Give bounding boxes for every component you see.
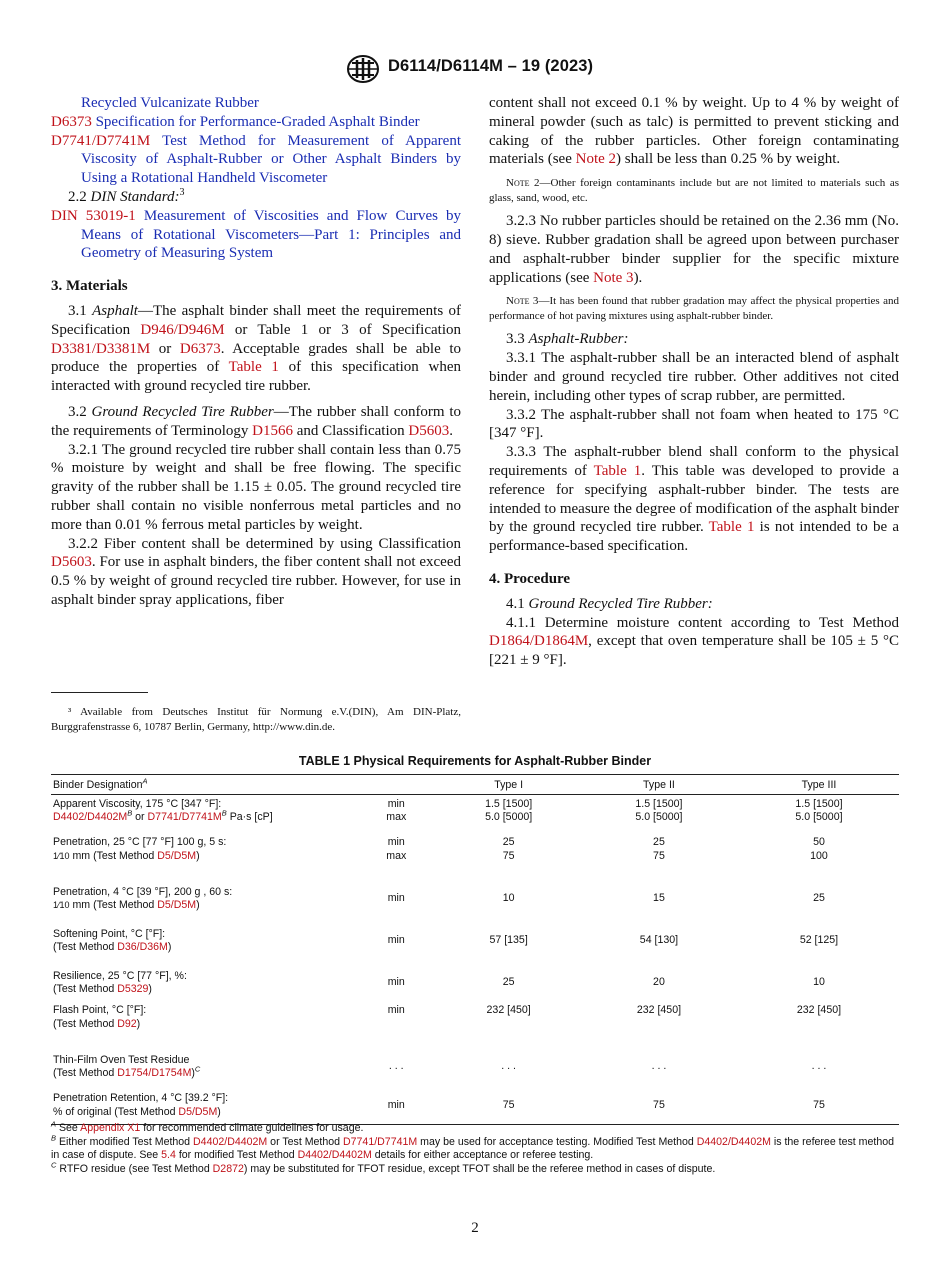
ref-din-title[interactable]: Measurement of Viscosities and Flow Curves by Means of Rotational Viscometers—Part 1: Principles and Geometry of Measuring System — [81, 207, 462, 262]
col-header-type-2: Type II — [579, 775, 739, 795]
table-footnotes — [51, 1119, 899, 1176]
ref-din — [51, 207, 461, 263]
ref-continuation: Recycled Vulcanizate Rubber — [81, 95, 259, 111]
link-d36[interactable]: D36/D36M — [117, 941, 168, 954]
ref-d6373 — [51, 113, 461, 132]
table-footnote-b: $^B$ Either modified Test Method D4402/D4402M or Test Method D7741/D7741M may be used for acceptance testing. Modified Test Method D4402/D4402M is the referee test method in case of dispute. See 5.4 for modified Test Method D4402/D4402M details for either acceptance or referee testing. — [51, 1133, 895, 1162]
ref-d7741-code[interactable]: D7741/D7741M — [51, 132, 151, 149]
para-continuation: content shall not exceed 0.1 % by weight. Up to 4 % by weight of mineral powder (such as talc) is permitted to prevent sticking and caking of the rubber particles. Other foreign contaminating materials (see Note 2) shall be less than 0.25 % by weight. — [489, 95, 899, 168]
col-header-type-1: Type I — [438, 775, 579, 795]
section-3-heading: 3. Materials — [51, 278, 128, 295]
link-d5329[interactable]: D5329 — [117, 983, 149, 996]
link-d4402-fn3[interactable]: D4402/D4402M — [297, 1149, 372, 1162]
section-2-2: 2.2 DIN Standard:$^3$ — [68, 186, 185, 205]
link-appendix-x1[interactable]: Appendix X1 — [80, 1122, 141, 1134]
link-d5603-b[interactable]: D5603 — [51, 554, 92, 571]
ref-d7741 — [51, 132, 461, 188]
col-header-designation: Binder Designation$^A$ — [51, 775, 354, 795]
table-header-row — [51, 775, 899, 795]
link-d7741-fn[interactable]: D7741/D7741M — [343, 1135, 418, 1148]
note-3: Note 3—It has been found that rubber gradation may affect the physical properties and performance of hot paving mixtures using asphalt-rubber binder. — [489, 295, 899, 322]
table-row: Penetration Retention, 4 °C [39.2 °F]: % of original (Test Method D5/D5M) min 75 75 75 — [51, 1088, 899, 1124]
requirements-table — [51, 774, 899, 1125]
para-3-3-1: 3.3.1 The asphalt-rubber shall be an interacted blend of asphalt binder and ground recycled tire rubber. Other additives not cited herein, including other types of scrap rubber, are permitted. — [489, 350, 899, 404]
ref-din-code[interactable]: DIN 53019-1 — [51, 207, 136, 224]
link-d4402-fn2[interactable]: D4402/D4402M — [696, 1135, 771, 1148]
link-d1864[interactable]: D1864/D1864M — [489, 633, 589, 650]
table-row: Flash Point, °C [°F]: (Test Method D92) min 232 [450] 232 [450] 232 [450] — [53, 1004, 842, 1030]
link-d1754[interactable]: D1754/D1754M — [117, 1067, 192, 1080]
table-row: Softening Point, °C [°F]: (Test Method D36/D36M) min 57 [135] 54 [130] 52 [125] — [53, 927, 839, 954]
para-3-2-2: 3.2.2 Fiber content shall be determined by using Classification D5603. For use in asphalt binders, the fiber content shall not exceed 0.5 % by weight of ground recycled tire rubber. However, for use in asphalt binder spray applications, fiber — [51, 535, 461, 608]
left-column — [51, 94, 461, 610]
astm-logo-icon — [346, 54, 380, 84]
table-title: TABLE 1 Physical Requirements for Asphalt-Rubber Binder — [298, 754, 652, 768]
section-4-heading: 4. Procedure — [489, 570, 571, 587]
link-table-1[interactable]: Table 1 — [228, 359, 279, 376]
para-3-1: 3.1 Asphalt—The asphalt binder shall meet the requirements of Specification D946/D946M or Table 1 or 3 of Specification D3381/D3381M or D6373. Acceptable grades shall be able to produce the properties of Table 1 of this specification when interacted with ground recycled tire rubber. — [51, 302, 462, 395]
table-row: Penetration, 4 °C [39 °F], 200 g , 60 s: 1⁄10 mm (Test Method D5/D5M) min 10 15 25 — [53, 885, 825, 912]
link-table-1-c[interactable]: Table 1 — [708, 519, 755, 536]
link-table-1-b[interactable]: Table 1 — [593, 462, 642, 479]
ref-d6373-title[interactable]: Specification for Performance-Graded Asphalt Binder — [95, 113, 420, 130]
link-note-3[interactable]: Note 3 — [593, 269, 634, 286]
para-3-2-1: 3.2.1 The ground recycled tire rubber shall contain less than 0.75 % moisture by weight and shall be free flowing. The specific gravity of the rubber shall be 1.15 ± 0.05. The ground recycled tire rubber shall contain no visible nonferrous metal particles and no more than 0.01 % ferrous metal particles by weight. — [51, 441, 461, 533]
link-d3381[interactable]: D3381/D3381M — [51, 340, 151, 357]
document-designation: D6114/D6114M – 19 (2023) — [388, 57, 594, 75]
link-d4402-fn1[interactable]: D4402/D4402M — [193, 1135, 268, 1148]
link-d1566[interactable]: D1566 — [252, 422, 293, 439]
footnote-3: ³ Available from Deutsches Institut für Normung e.V.(DIN), Am DIN-Platz, Burggrafenstrasse 6, 10787 Berlin, Germany, http://www.din.de. — [51, 706, 461, 733]
para-3-2: 3.2 Ground Recycled Tire Rubber—The rubber shall conform to the requirements of Terminology D1566 and Classification D5603. — [51, 403, 462, 439]
ref-d7741-title[interactable]: Test Method for Measurement of Apparent Viscosity of Asphalt-Rubber or Other Asphalt Binders by Using a Rotational Handheld Viscometer — [81, 132, 461, 187]
link-d4402[interactable]: D4402/D4402M — [53, 811, 128, 824]
link-d2872[interactable]: D2872 — [212, 1162, 244, 1175]
link-note-2[interactable]: Note 2 — [575, 151, 617, 168]
right-column — [489, 94, 899, 670]
link-section-5-4[interactable]: 5.4 — [161, 1149, 176, 1162]
table-footnote-a: $^A$ See Appendix X1 for recommended climate guidelines for usage. — [51, 1119, 364, 1134]
para-3-3-2: 3.3.2 The asphalt-rubber shall not foam when heated to 175 °C [347 °F]. — [489, 406, 899, 442]
col-header-type-3: Type III — [739, 775, 899, 795]
table-row: Penetration, 25 °C [77 °F] 100 g, 5 s: 1⁄10 mm (Test Method D5/D5M) min max 25 75 25 75 50 100 — [53, 836, 828, 862]
footnote-rule — [51, 692, 148, 693]
table-row: Thin-Film Oven Test Residue (Test Method D1754/D1754M)$^C$ . . . . . . . . . . . . — [53, 1053, 827, 1080]
section-3-3: 3.3 Asphalt-Rubber: — [506, 331, 629, 348]
link-d5[interactable]: D5/D5M — [157, 849, 197, 862]
link-d7741-t[interactable]: D7741/D7741M — [147, 811, 222, 824]
page-header — [0, 54, 950, 84]
table-row: Resilience, 25 °C [77 °F], %: (Test Method D5329) min 25 20 10 — [53, 969, 825, 996]
para-3-3-3: 3.3.3 The asphalt-rubber blend shall conform to the physical requirements of Table 1. This table was developed to provide a reference for specifying asphalt-rubber binder. The tests are intended to measure the degree of modification of the asphalt binder by the ground recycled tire rubber. Table 1 is not intended to be a performance-based specification. — [489, 444, 899, 555]
section-4-1: 4.1 Ground Recycled Tire Rubber: — [506, 595, 713, 612]
para-4-1-1: 4.1.1 Determine moisture content according to Test Method D1864/D1864M, except that oven temperature shall be 105 ± 5 °C [221 ± 9 °F]. — [489, 614, 899, 669]
para-3-2-3: 3.2.3 No rubber particles should be retained on the 2.36 mm (No. 8) sieve. Rubber gradation shall be agreed upon between purchaser and asphalt-rubber binder supplier for the specific mixture applications (see Note 3). — [489, 213, 899, 286]
link-d5603[interactable]: D5603 — [408, 422, 450, 439]
col-header-limit — [354, 775, 438, 795]
link-d946[interactable]: D946/D946M — [140, 321, 225, 338]
link-d5-c[interactable]: D5/D5M — [178, 1105, 218, 1118]
link-d6373[interactable]: D6373 — [179, 340, 221, 357]
page-number: 2 — [471, 1220, 479, 1236]
note-2: Note 2—Other foreign contaminants include but are not limited to materials such as glass, sand, wood, etc. — [489, 177, 899, 204]
ref-d6373-code[interactable]: D6373 — [51, 113, 92, 130]
table-row: Apparent Viscosity, 175 °C [347 °F]: $D4402/D4402M^B$ or $D7741/D7741M^B$ Pa·s [cP] min max 1.5 [1500] 5.0 [5000] 1.5 [1500] 5.0 [5000] 1.5 [1500] 5.0 [5000] — [53, 797, 843, 824]
link-d5-b[interactable]: D5/D5M — [157, 899, 197, 912]
link-d92[interactable]: D92 — [117, 1017, 137, 1030]
table-footnote-c: $^C$ RTFO residue (see Test Method D2872) may be substituted for TFOT residue, except TFOT shall be the referee method in cases of dispute. — [51, 1160, 716, 1175]
